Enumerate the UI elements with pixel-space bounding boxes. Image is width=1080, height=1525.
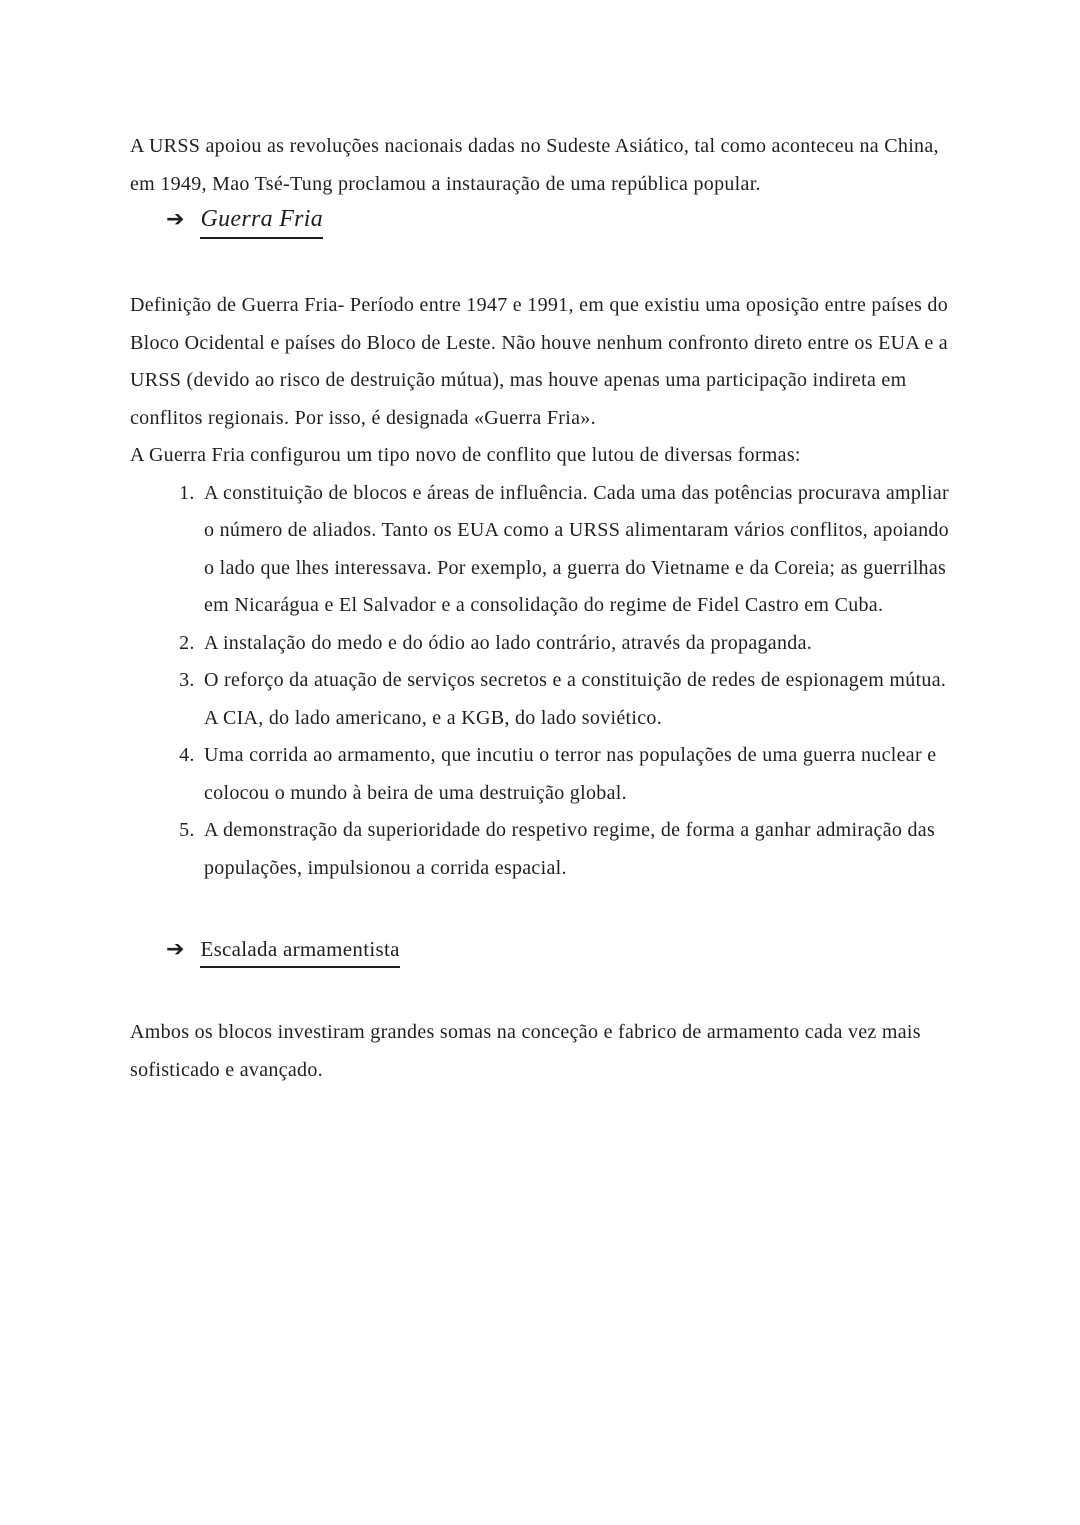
- list-item-5: 5. A demonstração da superioridade do respetivo regime, de forma a ganhar admiração das populações, impulsionou a corrida espacial.: [200, 812, 960, 887]
- list-item-4: 4. Uma corrida ao armamento, que incutiu o terror nas populações de uma guerra nuclear e colocou o mundo à beira de uma destruição global.: [200, 737, 960, 812]
- list-item-3: 3. O reforço da atuação de serviços secretos e a constituição de redes de espionagem mútua. A CIA, do lado americano, e a KGB, do lado soviético.: [200, 662, 960, 737]
- paragraph-list-intro: A Guerra Fria configurou um tipo novo de conflito que lutou de diversas formas:: [130, 444, 801, 466]
- paragraph-closing: Ambos os blocos investiram grandes somas na conceção e fabrico de armamento cada vez mais sofisticado e avançado.: [130, 1021, 921, 1081]
- list-item-2: 2. A instalação do medo e do ódio ao lado contrário, através da propaganda.: [200, 625, 960, 663]
- cold-war-forms-list: [130, 475, 960, 888]
- section-heading-escalada-armamentista-label: Escalada armamentista: [200, 935, 399, 968]
- list-item-1: 1. A constituição de blocos e áreas de influência. Cada uma das potências procurava ampliar o número de aliados. Tanto os EUA como a URSS alimentaram vários conflitos, apoiando o lado que lhes interessava. Por exemplo, a guerra do Vietname e da Coreia; as guerrilhas em Nicarágua e El Salvador e a consolidação do regime de Fidel Castro em Cuba.: [200, 475, 960, 625]
- paragraph-intro: A URSS apoiou as revoluções nacionais dadas no Sudeste Asiático, tal como aconteceu na China, em 1949, Mao Tsé-Tung proclamou a instauração de uma república popular.: [130, 135, 939, 195]
- section-heading-escalada-armamentista: [166, 933, 960, 968]
- paragraph-definition: Definição de Guerra Fria- Período entre 1947 e 1991, em que existiu uma oposição entre países do Bloco Ocidental e países do Bloco de Leste. Não houve nenhum confronto direto entre os EUA e a URSS (devido ao risco de destruição mútua), mas houve apenas uma participação indireta em conflitos regionais. Por isso, é designada «Guerra Fria».: [130, 294, 948, 429]
- section-heading-guerra-fria-label: Guerra Fria: [200, 204, 323, 239]
- arrow-bullet-icon: ➔: [166, 937, 185, 962]
- document-content: [130, 128, 960, 1089]
- arrow-bullet-icon: ➔: [166, 207, 185, 232]
- section-heading-guerra-fria: [166, 203, 960, 239]
